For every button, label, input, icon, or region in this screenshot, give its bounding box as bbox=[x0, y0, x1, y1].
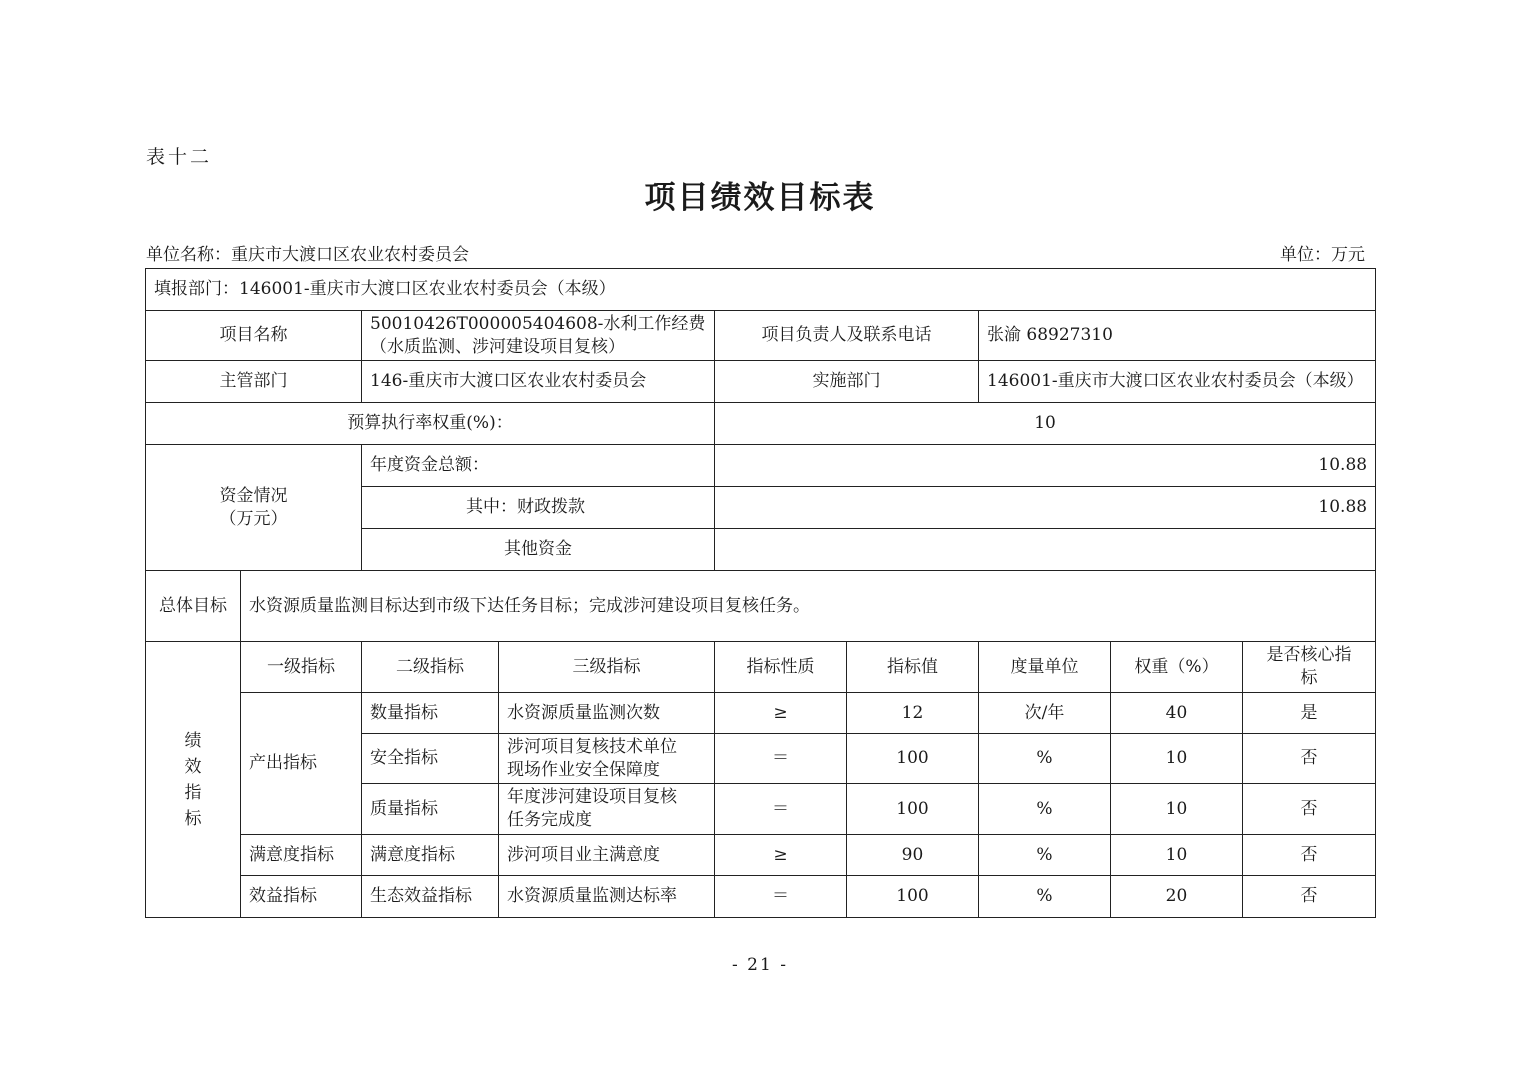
row-level3 bbox=[499, 876, 715, 918]
header-core-line1: 是否核心指 bbox=[1266, 645, 1352, 665]
row-unit: % bbox=[979, 784, 1111, 835]
project-name-row bbox=[146, 311, 1376, 361]
funds-other-value bbox=[715, 529, 1376, 571]
row-weight: 40 bbox=[1111, 693, 1243, 734]
overall-goal-text: 水资源质量监测目标达到市级下达任务目标；完成涉河建设项目复核任务。 bbox=[241, 571, 1376, 642]
row-level3-line2: 任务完成度 bbox=[507, 810, 592, 830]
overall-goal-label: 总体目标 bbox=[146, 571, 241, 642]
row-value: 12 bbox=[847, 693, 979, 734]
header-value: 指标值 bbox=[847, 642, 979, 693]
row-value: 100 bbox=[847, 784, 979, 835]
group-satisfaction: 满意度指标 bbox=[241, 835, 362, 876]
impl-value: 146001-重庆市大渡口区农业农村委员会（本级） bbox=[979, 361, 1376, 403]
funds-other-label: 其他资金 bbox=[362, 529, 715, 571]
side-char: 绩 bbox=[184, 730, 202, 751]
row-weight: 10 bbox=[1111, 835, 1243, 876]
row-level3 bbox=[499, 835, 715, 876]
fill-dept: 填报部门：146001-重庆市大渡口区农业农村委员会（本级） bbox=[146, 269, 1376, 311]
fill-dept-row bbox=[146, 269, 1376, 311]
funds-fiscal-label: 其中：财政拨款 bbox=[362, 487, 715, 529]
row-unit: % bbox=[979, 734, 1111, 784]
row-level2: 数量指标 bbox=[362, 693, 499, 734]
row-level3-line1: 年度涉河建设项目复核 bbox=[507, 787, 677, 807]
row-level2: 质量指标 bbox=[362, 784, 499, 835]
row-core: 否 bbox=[1243, 835, 1376, 876]
funds-label-line2: （万元） bbox=[219, 508, 288, 529]
overall-goal-row bbox=[146, 571, 1376, 642]
budget-rate-label: 预算执行率权重(%)： bbox=[146, 403, 715, 445]
header-weight: 权重（%） bbox=[1111, 642, 1243, 693]
side-char: 指 bbox=[184, 782, 202, 803]
department-row bbox=[146, 361, 1376, 403]
performance-target-table bbox=[145, 268, 1376, 918]
row-unit: % bbox=[979, 876, 1111, 918]
budget-rate-value: 10 bbox=[715, 403, 1376, 445]
header-core-line2: 标 bbox=[1300, 668, 1318, 688]
table-number: 表十二 bbox=[146, 146, 213, 168]
row-level3-line2: 现场作业安全保障度 bbox=[507, 759, 660, 780]
header-level2: 二级指标 bbox=[362, 642, 499, 693]
unit-name: 单位名称：重庆市大渡口区农业农村委员会 bbox=[146, 245, 469, 265]
row-weight: 10 bbox=[1111, 784, 1243, 835]
supervisor-label: 主管部门 bbox=[146, 361, 362, 403]
row-unit: % bbox=[979, 835, 1111, 876]
row-core: 否 bbox=[1243, 784, 1376, 835]
header-unit: 度量单位 bbox=[979, 642, 1111, 693]
table-row bbox=[146, 693, 1376, 734]
header-core bbox=[1243, 642, 1376, 693]
header-nature: 指标性质 bbox=[715, 642, 847, 693]
leader-label: 项目负责人及联系电话 bbox=[715, 311, 979, 361]
funds-total-value: 10.88 bbox=[715, 445, 1376, 487]
row-level3-line1: 涉河项目业主满意度 bbox=[507, 844, 660, 865]
impl-label: 实施部门 bbox=[715, 361, 979, 403]
funds-fiscal-value: 10.88 bbox=[715, 487, 1376, 529]
header-level1: 一级指标 bbox=[241, 642, 362, 693]
page-number: - 21 - bbox=[732, 955, 788, 975]
row-weight: 10 bbox=[1111, 734, 1243, 784]
funds-total-label: 年度资金总额： bbox=[362, 445, 715, 487]
row-core: 是 bbox=[1243, 693, 1376, 734]
row-value: 90 bbox=[847, 835, 979, 876]
row-level3 bbox=[499, 734, 715, 784]
row-level3-line1: 水资源质量监测次数 bbox=[507, 702, 660, 723]
funds-label bbox=[146, 445, 362, 571]
row-value: 100 bbox=[847, 876, 979, 918]
project-name-line1: 50010426T000005404608-水利工作经费 bbox=[370, 313, 706, 334]
row-unit: 次/年 bbox=[979, 693, 1111, 734]
row-level3-line1: 水资源质量监测达标率 bbox=[507, 886, 677, 906]
row-core: 否 bbox=[1243, 734, 1376, 784]
row-level3 bbox=[499, 693, 715, 734]
row-weight: 20 bbox=[1111, 876, 1243, 918]
row-level3 bbox=[499, 784, 715, 835]
budget-rate-row bbox=[146, 403, 1376, 445]
table-row bbox=[146, 835, 1376, 876]
row-nature: ＝ bbox=[715, 876, 847, 918]
project-name-value bbox=[362, 311, 715, 361]
header-level3: 三级指标 bbox=[499, 642, 715, 693]
currency-unit: 单位：万元 bbox=[1280, 245, 1365, 265]
supervisor-value: 146-重庆市大渡口区农业农村委员会 bbox=[362, 361, 715, 403]
group-benefit: 效益指标 bbox=[241, 876, 362, 918]
project-name-label: 项目名称 bbox=[146, 311, 362, 361]
row-level2: 满意度指标 bbox=[362, 835, 499, 876]
indicator-side-label bbox=[146, 642, 241, 918]
table-row bbox=[146, 876, 1376, 918]
group-output: 产出指标 bbox=[241, 693, 362, 835]
row-nature: ＝ bbox=[715, 784, 847, 835]
leader-value: 张渝 68927310 bbox=[979, 311, 1376, 361]
funds-total-row bbox=[146, 445, 1376, 487]
row-core: 否 bbox=[1243, 876, 1376, 918]
row-nature: ＝ bbox=[715, 734, 847, 784]
row-nature: ≥ bbox=[715, 693, 847, 734]
side-char: 标 bbox=[184, 808, 202, 829]
indicator-header-row bbox=[146, 642, 1376, 693]
row-value: 100 bbox=[847, 734, 979, 784]
project-name-line2: （水质监测、涉河建设项目复核） bbox=[370, 336, 625, 357]
row-level2: 生态效益指标 bbox=[362, 876, 499, 918]
row-level3-line1: 涉河项目复核技术单位 bbox=[507, 736, 677, 757]
row-level2: 安全指标 bbox=[362, 734, 499, 784]
side-char: 效 bbox=[184, 756, 202, 777]
funds-label-line1: 资金情况 bbox=[219, 485, 288, 506]
page-title: 项目绩效目标表 bbox=[644, 180, 876, 216]
row-nature: ≥ bbox=[715, 835, 847, 876]
